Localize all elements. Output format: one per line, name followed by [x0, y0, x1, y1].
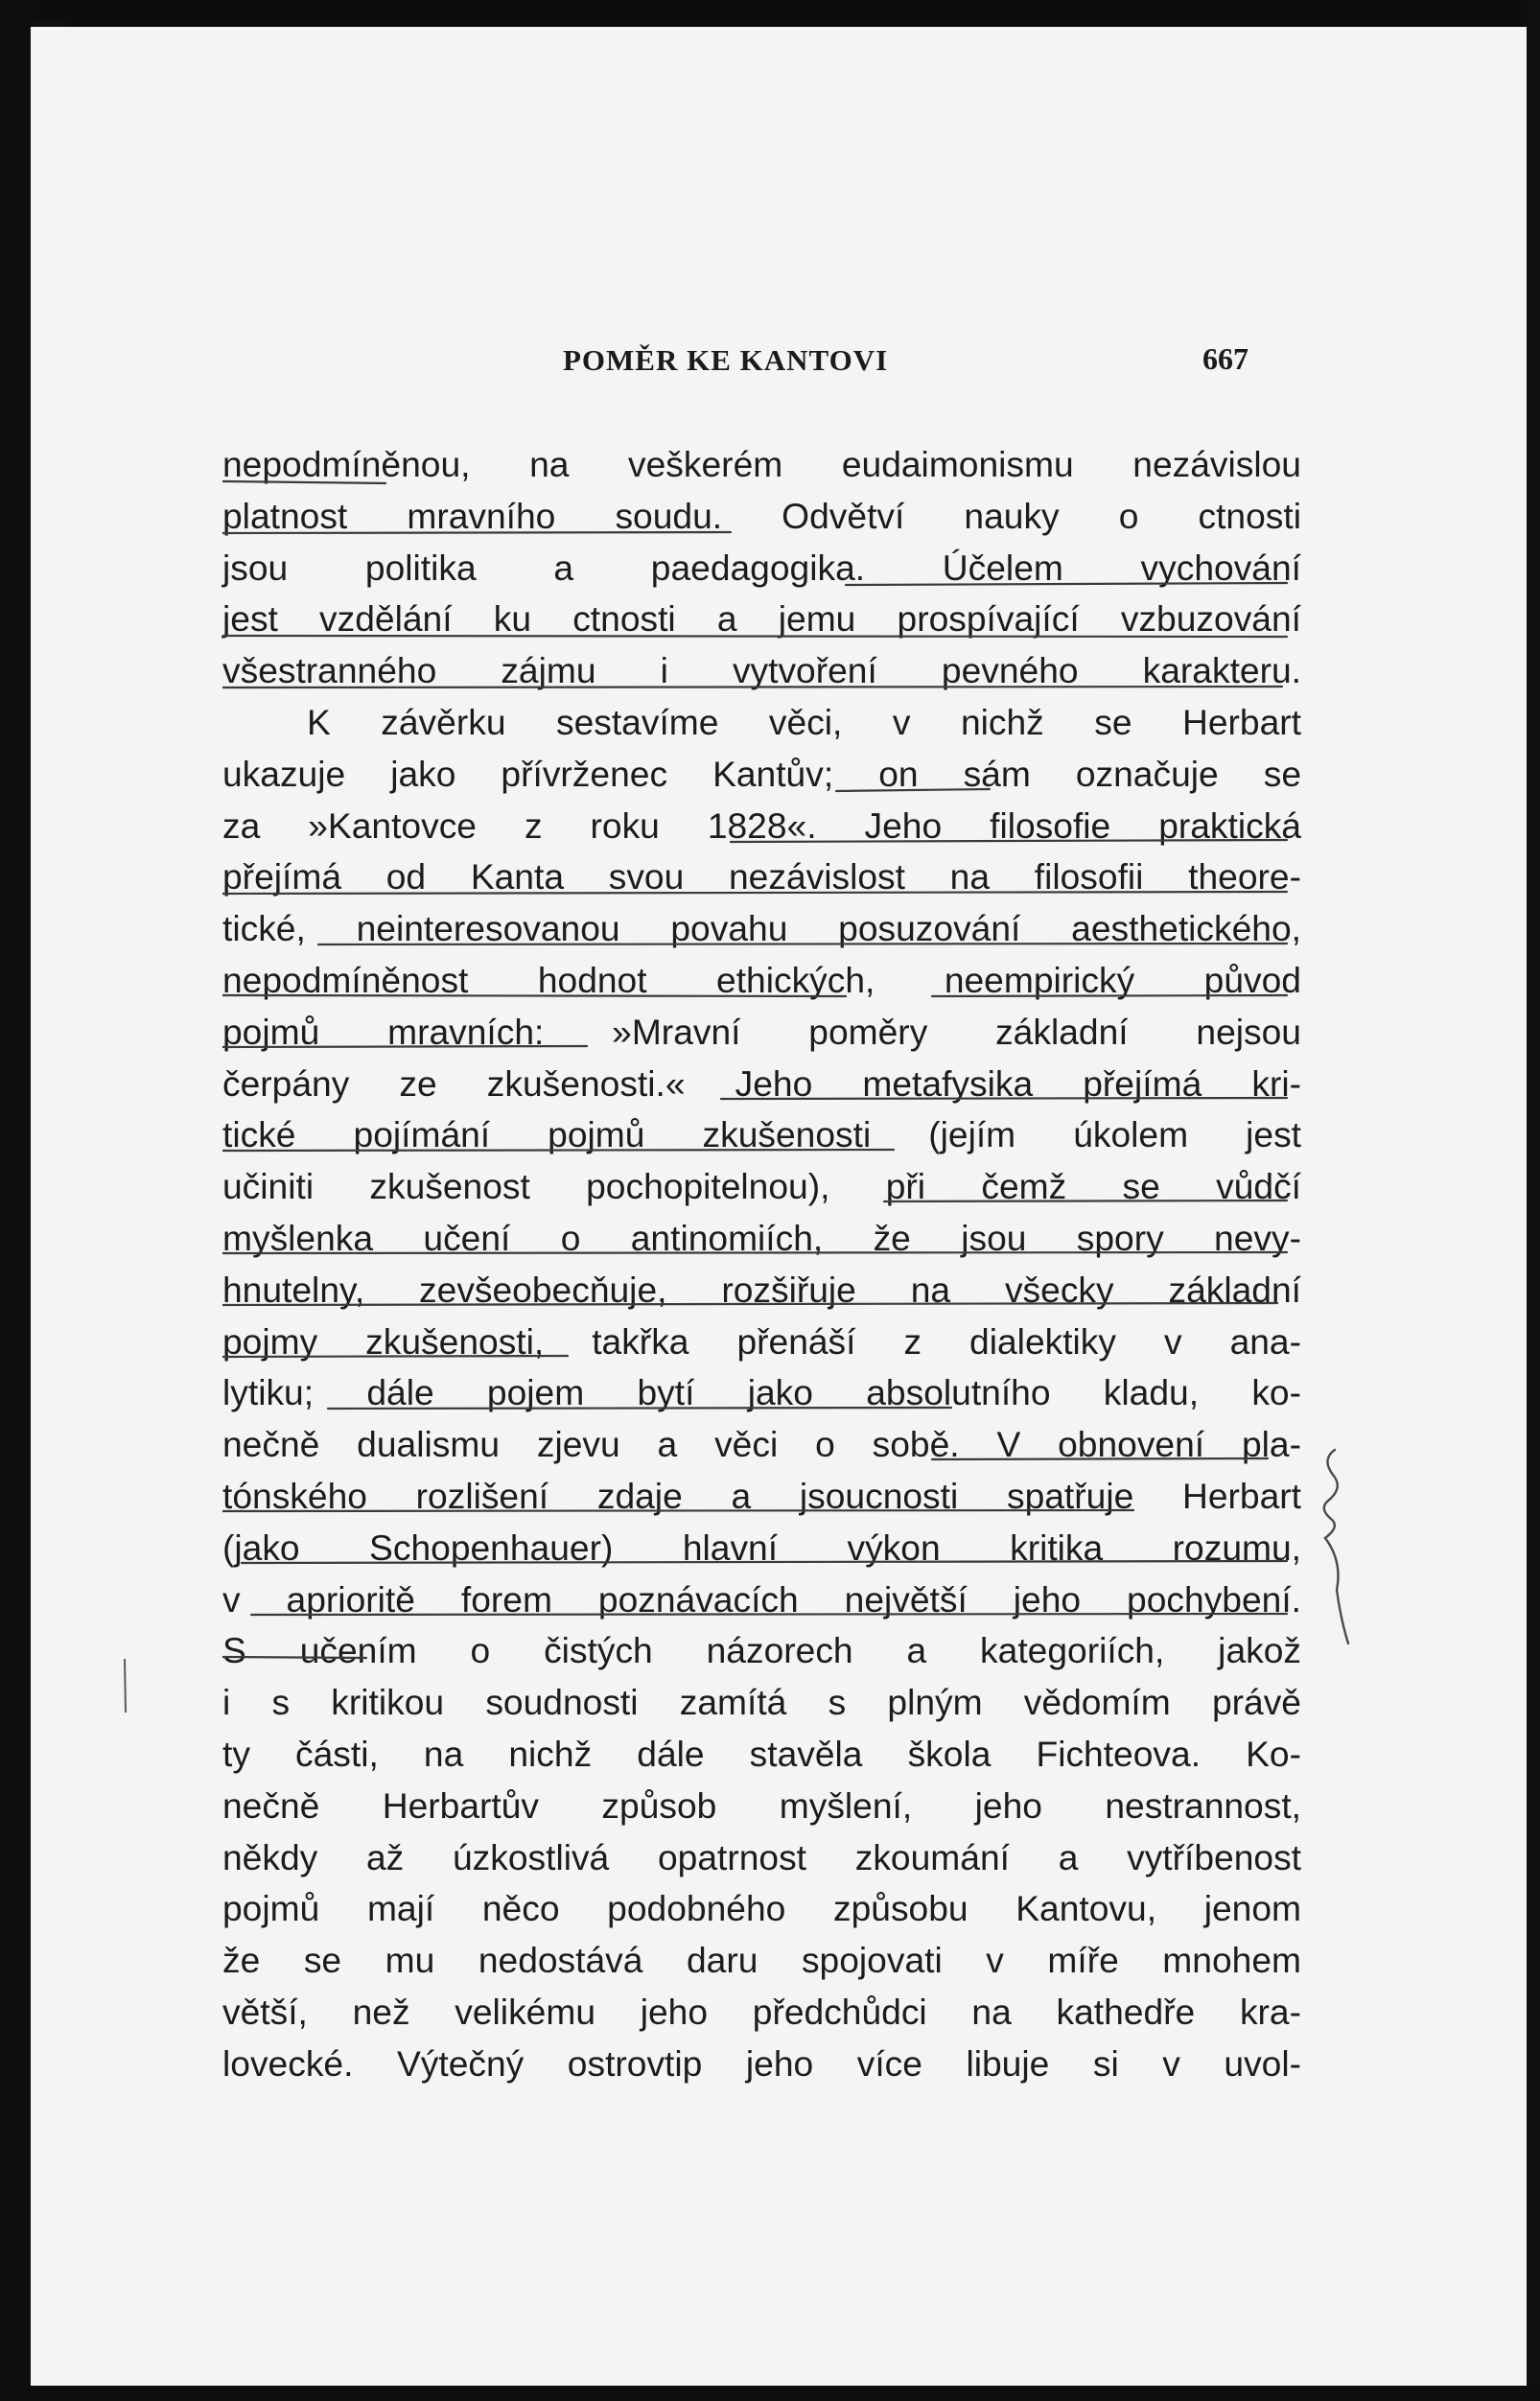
text-line: za »Kantovce z roku 1828«. Jeho filosofie praktická: [222, 804, 1301, 846]
text-line: tické pojímání pojmů zkušenosti (jejím úkolem jest: [222, 1114, 1301, 1155]
text-line: přejímá od Kanta svou nezávislost na filosofii theore-: [222, 856, 1301, 897]
text-line: i s kritikou soudnosti zamítá s plným vědomím právě: [222, 1682, 1301, 1723]
text-line: hnutelny, zevšeobecňuje, rozšiřuje na všecky základní: [222, 1269, 1301, 1310]
pencil-tick-icon: [122, 1657, 128, 1714]
book-page: [31, 27, 1527, 2386]
text-line: ty části, na nichž dále stavěla škola Fichteova. Ko-: [222, 1733, 1301, 1774]
text-line: platnost mravního soudu. Odvětví nauky o ctnosti: [222, 495, 1301, 536]
body-text: [222, 439, 1301, 2090]
text-line: pojmy zkušenosti, takřka přenáší z dialektiky v ana-: [222, 1320, 1301, 1362]
text-line: pojmů mají něco podobného způsobu Kantovu, jenom: [222, 1888, 1301, 1929]
scan-bottom-border: [0, 2386, 1540, 2401]
text-line: všestranného zájmu i vytvoření pevného karakteru.: [222, 650, 1301, 691]
text-line: lovecké. Výtečný ostrovtip jeho více libuje si v uvol-: [222, 2042, 1301, 2084]
scan-left-border: [0, 0, 33, 2401]
text-line: pojmů mravních: »Mravní poměry základní nejsou: [222, 1011, 1301, 1052]
text-line: tické, neinteresovanou povahu posuzování aesthetického,: [222, 908, 1301, 949]
text-line: učiniti zkušenost pochopitelnou), při čemž se vůdčí: [222, 1166, 1301, 1207]
text-line: čerpány ze zkušenosti.« Jeho metafysika přejímá kri-: [222, 1062, 1301, 1104]
text-line: jest vzdělání ku ctnosti a jemu prospívající vzbuzování: [222, 598, 1301, 640]
page-number: 667: [1202, 341, 1248, 376]
text-line: někdy až úzkostlivá opatrnost zkoumání a vytříbenost: [222, 1836, 1301, 1877]
text-line: jsou politika a paedagogika. Účelem vychování: [222, 547, 1301, 588]
text-line: myšlenka učení o antinomiích, že jsou spory nevy-: [222, 1217, 1301, 1258]
text-line: K závěrku sestavíme věci, v nichž se Herbart: [307, 701, 1301, 742]
text-line: nepodmíněnou, na veškerém eudaimonismu nezávislou: [222, 444, 1301, 484]
scan-right-border: [1527, 0, 1540, 2401]
pencil-bracket-icon: [1316, 1446, 1354, 1647]
text-line: S učením o čistých názorech a kategoriích, jakož: [222, 1630, 1301, 1671]
text-line: nepodmíněnost hodnot ethických, neempirický původ: [222, 959, 1301, 1000]
text-line: tónského rozlišení zdaje a jsoucnosti spatřuje Herbart: [222, 1475, 1301, 1516]
text-line: lytiku; dále pojem bytí jako absolutního kladu, ko-: [222, 1372, 1301, 1413]
text-line: že se mu nedostává daru spojovati v míře mnohem: [222, 1940, 1301, 1981]
page-header: [31, 332, 1527, 389]
scan-top-border: [0, 0, 1540, 27]
text-line: (jako Schopenhauer) hlavní výkon kritika rozumu,: [222, 1527, 1301, 1568]
running-title: POMĚR KE KANTOVI: [563, 343, 889, 377]
text-line: ukazuje jako přívrženec Kantův; on sám označuje se: [222, 753, 1301, 794]
text-line: v aprioritě forem poznávacích největší jeho pochybení.: [222, 1578, 1301, 1620]
text-line: nečně Herbartův způsob myšlení, jeho nestrannost,: [222, 1784, 1301, 1826]
text-line: větší, než velikému jeho předchůdci na kathedře kra-: [222, 1991, 1301, 2032]
text-line: nečně dualismu zjevu a věci o sobě. V obnovení pla-: [222, 1424, 1301, 1465]
